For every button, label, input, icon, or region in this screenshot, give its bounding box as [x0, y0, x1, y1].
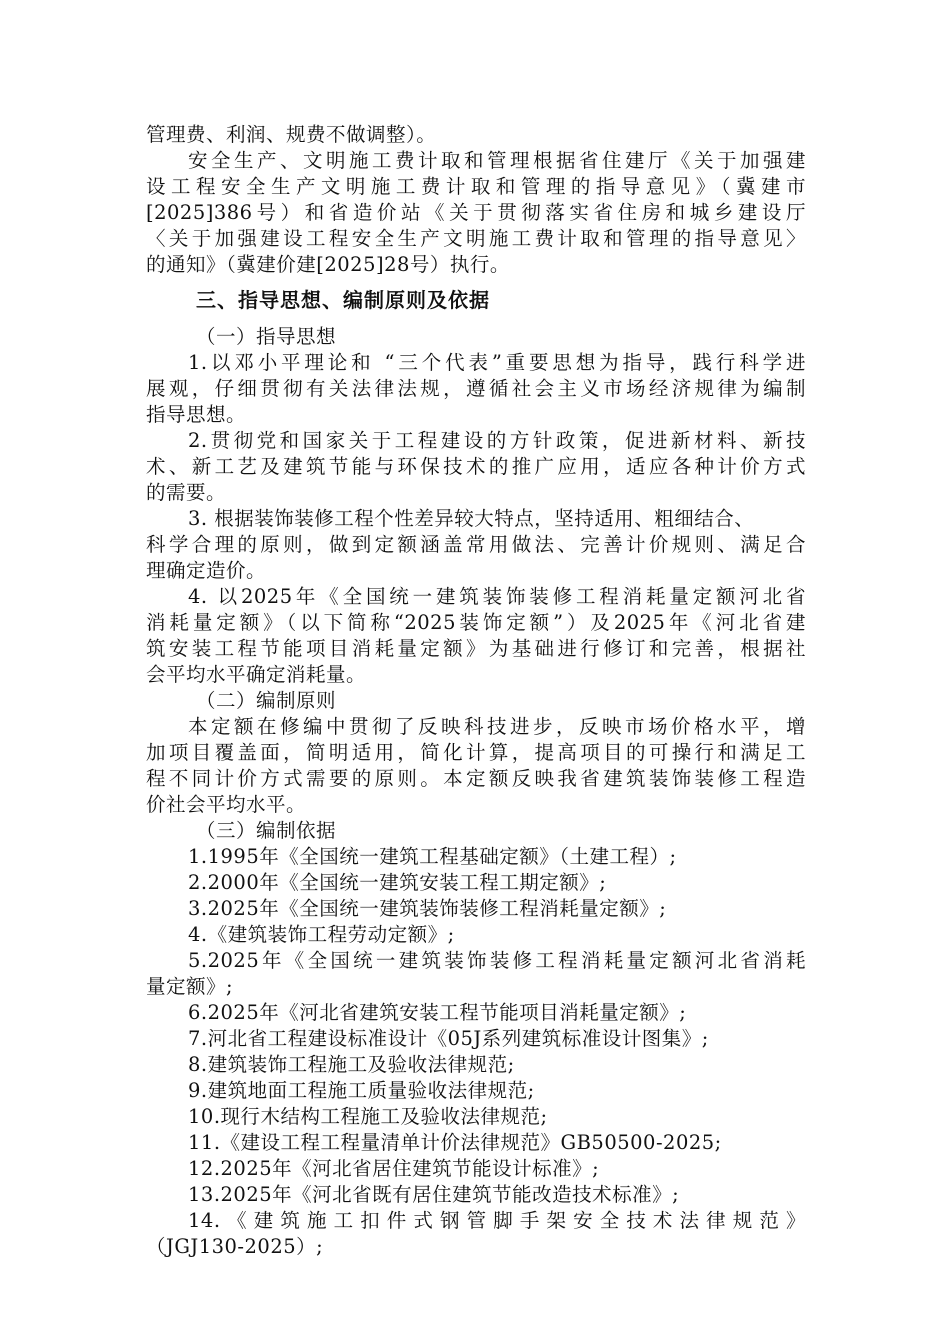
list-item: （JGJ130-2025）;: [146, 1235, 324, 1258]
paragraph-line: 会平均水平确定消耗量。: [146, 663, 367, 686]
paragraph-line: 术、新工艺及建筑节能与环保技术的推广应用，适应各种计价方式: [146, 455, 806, 478]
list-item: 5.2025年《全国统一建筑装饰装修工程消耗量定额河北省消耗: [188, 949, 806, 972]
list-item: 9.建筑地面工程施工质量验收法律规范;: [188, 1079, 535, 1102]
paragraph-line: 指导思想。: [146, 403, 247, 426]
paragraph-line: 设工程安全生产文明施工费计取和管理的指导意见》（冀建市: [146, 175, 806, 198]
paragraph-line: 2.贯彻党和国家关于工程建设的方针政策，促进新材料、新技: [188, 429, 806, 452]
section-heading: 三、指导思想、编制原则及依据: [196, 288, 490, 312]
list-item: 13.2025年《河北省既有居住建筑节能改造技术标准》;: [188, 1183, 680, 1206]
paragraph-line: 的需要。: [146, 481, 227, 504]
list-item: 14.《建筑施工扣件式钢管脚手架安全技术法律规范》: [188, 1209, 806, 1232]
list-item: 3.2025年《全国统一建筑装饰装修工程消耗量定额》;: [188, 897, 667, 920]
list-item: 8.建筑装饰工程施工及验收法律规范;: [188, 1053, 515, 1076]
list-item: 12.2025年《河北省居住建筑节能设计标准》;: [188, 1157, 600, 1180]
list-item: 量定额》;: [146, 975, 234, 998]
list-item: 6.2025年《河北省建筑安装工程节能项目消耗量定额》;: [188, 1001, 687, 1024]
list-item: 4.《建筑装饰工程劳动定额》;: [188, 923, 455, 946]
paragraph-line: 加项目覆盖面，简明适用，简化计算，提高项目的可操行和满足工: [146, 741, 806, 764]
paragraph-line: 管理费、利润、规费不做调整）。: [146, 123, 437, 146]
paragraph-line: 科学合理的原则，做到定额涵盖常用做法、完善计价规则、满足合: [146, 533, 806, 556]
paragraph-line: 安全生产、文明施工费计取和管理根据省住建厅《关于加强建: [188, 149, 806, 172]
subsection-heading: （三）编制依据: [196, 819, 337, 842]
list-item: 2.2000年《全国统一建筑安装工程工期定额》;: [188, 871, 607, 894]
paragraph-line: [2025]386号）和省造价站《关于贯彻落实省住房和城乡建设厅: [146, 201, 806, 224]
paragraph-line: 的通知》（冀建价建[2025]28号）执行。: [146, 253, 510, 276]
list-item: 7.河北省工程建设标准设计《05J系列建筑标准设计图集》;: [188, 1027, 709, 1050]
paragraph-line: 4. 以2025年《全国统一建筑装饰装修工程消耗量定额河北省: [188, 585, 806, 608]
paragraph-line: 理确定造价。: [146, 559, 267, 582]
paragraph-line: 3. 根据装饰装修工程个性差异较大特点，坚持适用、粗细结合、: [188, 507, 755, 530]
subsection-heading: （一）指导思想: [196, 325, 337, 348]
paragraph-line: 本定额在修编中贯彻了反映科技进步，反映市场价格水平，增: [188, 715, 806, 738]
paragraph-line: 消耗量定额》（以下简称“2025装饰定额”）及2025年《河北省建: [146, 611, 806, 634]
paragraph-line: 筑安装工程节能项目消耗量定额》为基础进行修订和完善，根据社: [146, 637, 806, 660]
paragraph-line: 展观，仔细贯彻有关法律法规，遵循社会主义市场经济规律为编制: [146, 377, 806, 400]
list-item: 10.现行木结构工程施工及验收法律规范;: [188, 1105, 548, 1128]
subsection-heading: （二）编制原则: [196, 689, 337, 712]
list-item: 1.1995年《全国统一建筑工程基础定额》（土建工程）;: [188, 845, 677, 868]
paragraph-line: 价社会平均水平。: [146, 793, 307, 816]
paragraph-line: 1.以邓小平理论和 “三个代表”重要思想为指导，践行科学进: [188, 351, 806, 374]
paragraph-line: 〈关于加强建设工程安全生产文明施工费计取和管理的指导意见〉: [146, 227, 806, 250]
list-item: 11.《建设工程工程量清单计价法律规范》GB50500-2025;: [188, 1131, 722, 1154]
paragraph-line: 程不同计价方式需要的原则。本定额反映我省建筑装饰装修工程造: [146, 767, 806, 790]
